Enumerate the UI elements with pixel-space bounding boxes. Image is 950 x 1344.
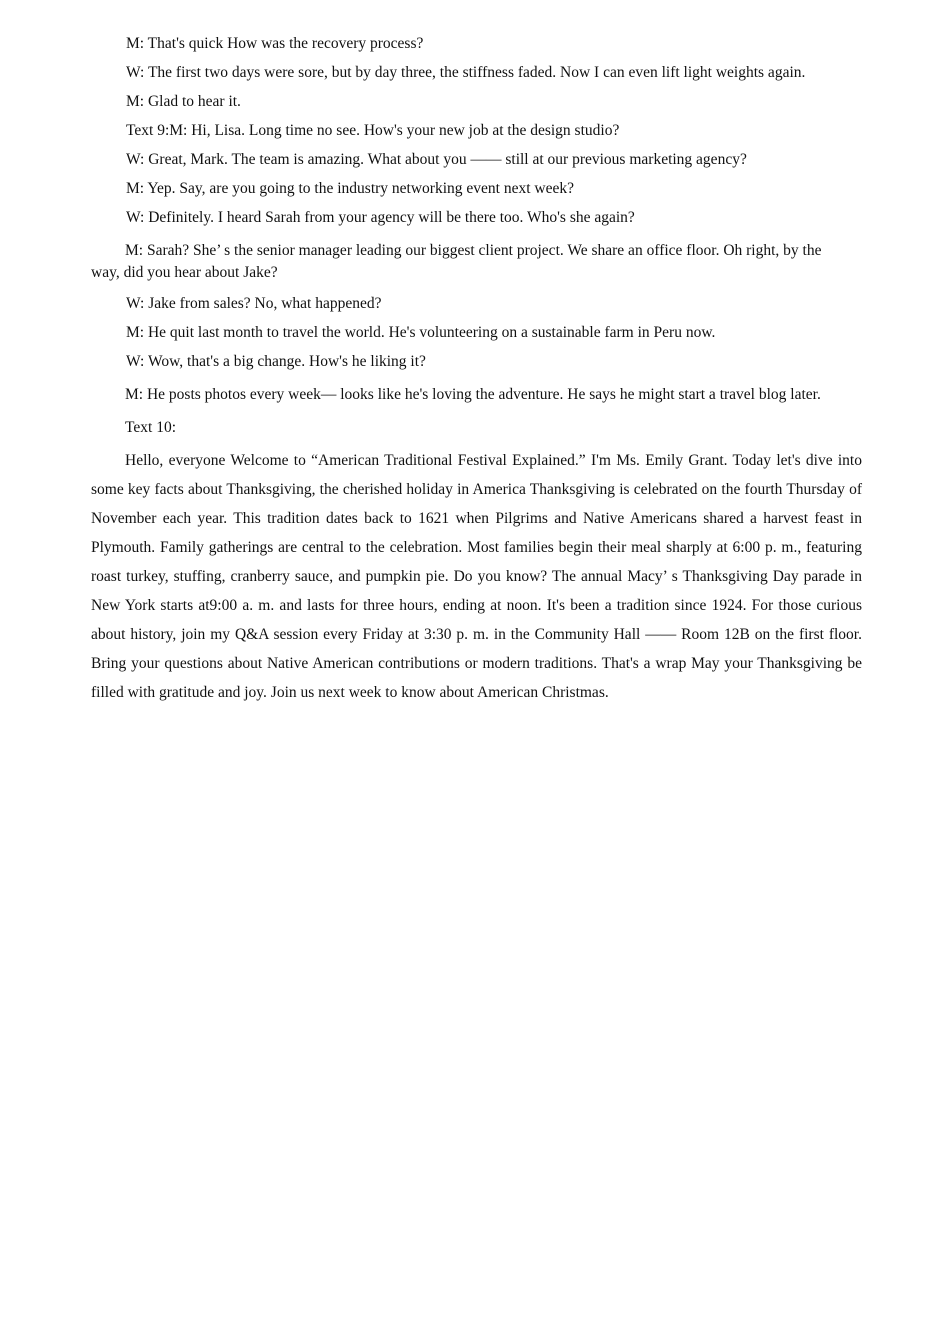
dialogue-line: W: The first two days were sore, but by day three, the stiffness faded. Now I can even lift light weights again.	[126, 64, 806, 81]
text-10-body: Hello, everyone Welcome to “American Traditional Festival Explained.” I'm Ms. Emily Grant. Today let's dive into some key facts about Thanksgiving, the cherished holiday in America Thanksgiving is celebrated on the fourth Thursday of November each year. This tradition dates back to 1621 when Pilgrims and Native Americans shared a harvest feast in Plymouth. Family gatherings are central to the celebration. Most families begin their meal sharply at 6:00 p. m., featuring roast turkey, stuffing, cranberry sauce, and pumpkin pie. Do you know? The annual Macy’ s Thanksgiving Day parade in New York starts at9:00 a. m. and lasts for three hours, ending at noon. It's been a tradition since 1924. For those curious about history, join my Q&A session every Friday at 3:30 p. m. in the Community Hall —— Room 12B on the first floor. Bring your questions about Native American contributions or modern traditions. That's a wrap May your Thanksgiving be filled with gratitude and joy. Join us next week to know about American Christmas.	[91, 452, 862, 701]
dialogue-paragraph-sarah: M: Sarah? She’ s the senior manager leading our biggest client project. We share an office floor. Oh right, by the way, did you hear about Jake?	[91, 242, 822, 281]
dialogue-line: M: He quit last month to travel the world. He's volunteering on a sustainable farm in Peru now.	[126, 324, 716, 341]
dialogue-line: M: That's quick How was the recovery process?	[126, 35, 424, 52]
document-page	[91, 33, 862, 707]
dialogue-line: W: Great, Mark. The team is amazing. What about you —— still at our previous marketing agency?	[126, 151, 747, 168]
text-10-label: Text 10:	[125, 419, 177, 436]
dialogue-line: M: Glad to hear it.	[126, 93, 241, 110]
dialogue-line: W: Wow, that's a big change. How's he liking it?	[126, 353, 426, 370]
dialogue-line: W: Definitely. I heard Sarah from your agency will be there too. Who's she again?	[126, 209, 635, 226]
dialogue-line: M: Yep. Say, are you going to the industry networking event next week?	[126, 180, 574, 197]
dialogue-line: W: Jake from sales? No, what happened?	[126, 295, 382, 312]
dialogue-line: Text 9:M: Hi, Lisa. Long time no see. How's your new job at the design studio?	[126, 122, 620, 139]
dialogue-paragraph-jake: M: He posts photos every week— looks like he's loving the adventure. He says he might start a travel blog later.	[125, 386, 821, 403]
